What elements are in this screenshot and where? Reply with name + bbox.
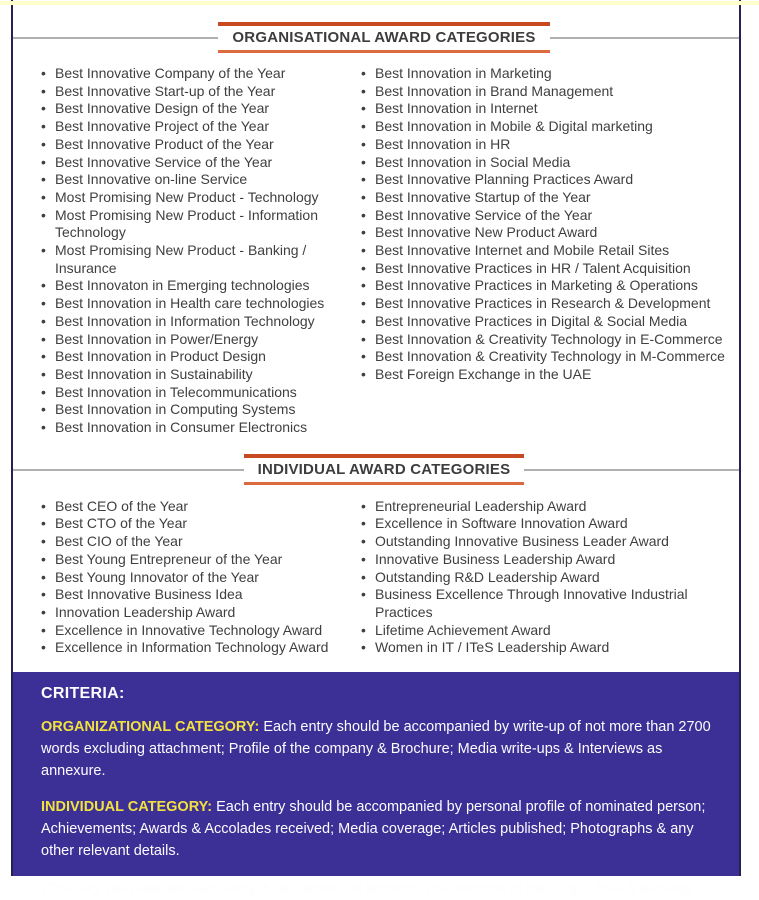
award-list-item: • Best Innovation in Information Technology bbox=[55, 313, 359, 331]
award-list-item: • Best Innovation in Sustainability bbox=[55, 366, 359, 384]
award-list-item: • Best Innovative Company of the Year bbox=[55, 65, 359, 83]
award-list-item: • Best Innovation in Mobile & Digital marketing bbox=[375, 118, 729, 136]
individual-section-title: INDIVIDUAL AWARD CATEGORIES bbox=[244, 454, 525, 485]
award-list-item: • Best Young Innovator of the Year bbox=[55, 569, 359, 587]
award-list-item: • Best Innovative Design of the Year bbox=[55, 100, 359, 118]
jury-note: (The Jury will evaluate each entry & will decide on winners. The decision of the Jury is final & binding) bbox=[41, 881, 693, 897]
award-list-item: • Lifetime Achievement Award bbox=[375, 622, 729, 640]
award-list-item: • Best Innovaton in Emerging technologies bbox=[55, 277, 359, 295]
individual-category-text: Each entry should be accompanied by personal profile of nominated person; Achievements; Awards & Accolades received; Media coverage; Articles published; Photographs & any other relevant details. bbox=[41, 799, 706, 859]
individual-category-label: INDIVIDUAL CATEGORY: bbox=[41, 799, 213, 815]
organisational-award-list-right bbox=[359, 65, 729, 437]
award-list-item: • Best CEO of the Year bbox=[55, 498, 359, 516]
award-list-item: • Best Innovation & Creativity Technology in E-Commerce bbox=[375, 331, 729, 349]
award-list-item: • Best Innovative Product of the Year bbox=[55, 136, 359, 154]
award-list-item: • Best Innovative Practices in Digital & Social Media bbox=[375, 313, 729, 331]
organisational-award-columns bbox=[39, 65, 729, 437]
award-list-item: • Best Innovative Project of the Year bbox=[55, 118, 359, 136]
award-list-item: • Best Innovation & Creativity Technology in M-Commerce bbox=[375, 348, 729, 366]
award-list-item: • Best Innovative Practices in Research & Development bbox=[375, 295, 729, 313]
award-list-item: • Best Innovative on-line Service bbox=[55, 171, 359, 189]
award-list-item: • Best Innovation in Consumer Electronics bbox=[55, 419, 359, 437]
award-list-item: • Best Innovative Practices in HR / Talent Acquisition bbox=[375, 260, 729, 278]
top-accent-strip bbox=[0, 1, 759, 5]
award-list-item: • Best Innovative Business Idea bbox=[55, 586, 359, 604]
award-list-item: • Best Innovative Startup of the Year bbox=[375, 189, 729, 207]
award-list-item: • Best Innovative New Product Award bbox=[375, 224, 729, 242]
award-list-item: • Best Innovation in Social Media bbox=[375, 154, 729, 172]
section-header-individual bbox=[39, 454, 729, 485]
award-list-item: • Best Innovation in Health care technologies bbox=[55, 295, 359, 313]
award-list-item: • Business Excellence Through Innovative Industrial Practices bbox=[375, 586, 729, 621]
individual-award-list-left bbox=[39, 498, 359, 657]
award-list-item: • Excellence in Innovative Technology Award bbox=[55, 622, 359, 640]
award-list-item: • Outstanding R&D Leadership Award bbox=[375, 569, 729, 587]
award-list-item: • Best CTO of the Year bbox=[55, 515, 359, 533]
award-list-item: • Excellence in Software Innovation Award bbox=[375, 515, 729, 533]
award-list-item: • Best Innovation in Computing Systems bbox=[55, 401, 359, 419]
organizational-category-label: ORGANIZATIONAL CATEGORY: bbox=[41, 719, 260, 735]
award-list-item: • Best Innovative Service of the Year bbox=[55, 154, 359, 172]
award-list-item: • Best Foreign Exchange in the UAE bbox=[375, 366, 729, 384]
organisational-award-list-left bbox=[39, 65, 359, 437]
section-header-organisational bbox=[39, 22, 729, 53]
award-list-item: • Most Promising New Product - Technology bbox=[55, 189, 359, 207]
award-list-item: • Excellence in Information Technology Award bbox=[55, 639, 359, 657]
award-list-item: • Best Innovative Planning Practices Award bbox=[375, 171, 729, 189]
award-list-item: • Best Innovation in Brand Management bbox=[375, 83, 729, 101]
document-sheet bbox=[11, 0, 741, 897]
award-list-item: • Best Innovative Start-up of the Year bbox=[55, 83, 359, 101]
award-list-item: • Entrepreneurial Leadership Award bbox=[375, 498, 729, 516]
individual-award-list-right bbox=[359, 498, 729, 657]
criteria-heading: CRITERIA: bbox=[41, 685, 125, 702]
award-list-item: • Best Innovative Practices in Marketing & Operations bbox=[375, 277, 729, 295]
award-list-item: • Best Innovation in HR bbox=[375, 136, 729, 154]
award-list-item: • Best Innovative Service of the Year bbox=[375, 207, 729, 225]
award-list-item: • Most Promising New Product - Information Technology bbox=[55, 207, 359, 242]
organizational-category-text: Each entry should be accompanied by write-up of not more than 2700 words excluding attachment; Profile of the company & Brochure; Media write-ups & Interviews as annexure. bbox=[41, 719, 711, 779]
award-list-item: • Innovation Leadership Award bbox=[55, 604, 359, 622]
award-list-item: • Best Innovation in Power/Energy bbox=[55, 331, 359, 349]
award-list-item: • Women in IT / ITeS Leadership Award bbox=[375, 639, 729, 657]
award-list-item: • Best Innovative Internet and Mobile Retail Sites bbox=[375, 242, 729, 260]
award-list-item: • Innovative Business Leadership Award bbox=[375, 551, 729, 569]
award-list-item: • Best Innovation in Internet bbox=[375, 100, 729, 118]
organisational-section-title: ORGANISATIONAL AWARD CATEGORIES bbox=[218, 22, 549, 53]
award-list-item: • Best Innovation in Marketing bbox=[375, 65, 729, 83]
criteria-panel bbox=[13, 672, 739, 897]
award-list-item: • Best Innovation in Telecommunications bbox=[55, 384, 359, 402]
award-list-item: • Best Young Entrepreneur of the Year bbox=[55, 551, 359, 569]
individual-award-columns bbox=[39, 498, 729, 657]
award-list-item: • Outstanding Innovative Business Leader Award bbox=[375, 533, 729, 551]
award-list-item: • Best CIO of the Year bbox=[55, 533, 359, 551]
criteria-paragraph-organizational bbox=[41, 716, 715, 782]
award-list-item: • Most Promising New Product - Banking / Insurance bbox=[55, 242, 359, 277]
award-categories-content bbox=[13, 0, 739, 657]
award-list-item: • Best Innovation in Product Design bbox=[55, 348, 359, 366]
criteria-paragraph-individual bbox=[41, 796, 715, 862]
